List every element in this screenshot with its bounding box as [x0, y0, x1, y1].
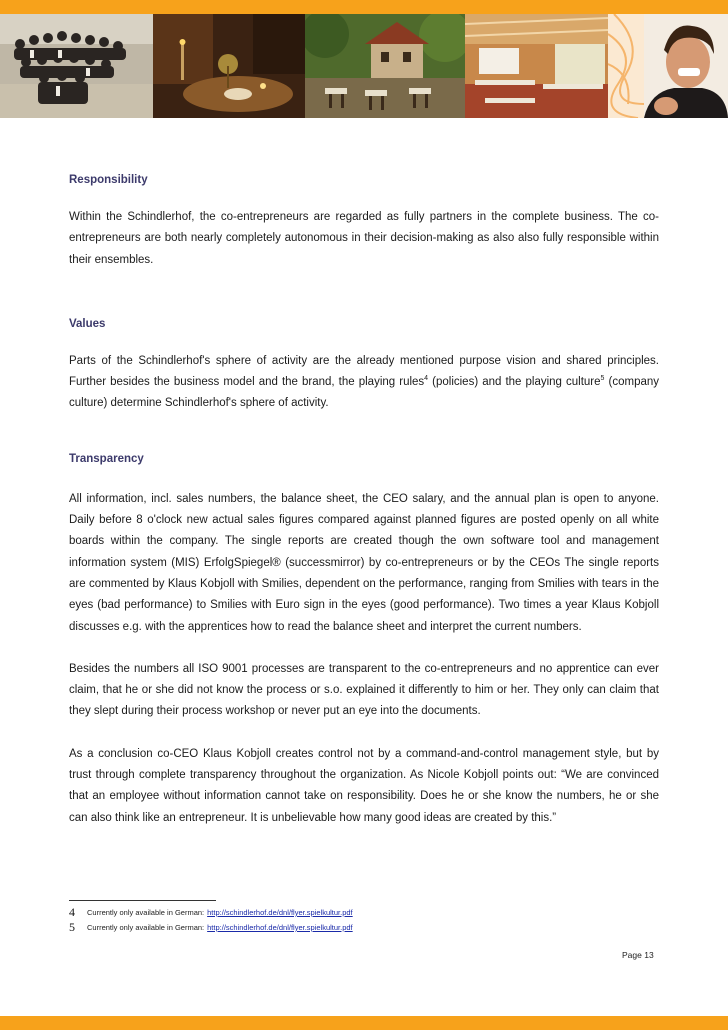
values-text-c: (company culture) determine Schindlerhof's sphere of activity. — [69, 376, 660, 410]
header-photo-strip — [0, 14, 728, 118]
footnote-link[interactable]: http://schindlerhof.de/dnl/flyer.spielkultur.pdf — [207, 923, 353, 932]
conference-hall-photo — [465, 14, 608, 118]
section-heading-values: Values — [69, 317, 106, 330]
footnote-item — [69, 905, 669, 920]
section-heading-responsibility: Responsibility — [69, 174, 148, 186]
transparency-paragraph-1: All information, incl. sales numbers, the balance sheet, the CEO salary, and the annual plan is open to anyone. Daily before 8 o'clock new actual sales figures compared against planned figures are posted openly on all white boards within the company. The single reports are created though the own software tool and management information system (MIS) ErfolgSpiegel® (successmirror) by co-entrepreneurs or by the CEOs The single reports are commented by Klaus Kobjoll with Smilies, dependent on the performance, ranging from Smilies with tears in the eyes (bad performance) to Smilies with Euro sign in the eyes (good performance). Two times a year Klaus Kobjoll discusses e.g. with the apprentices how to read the balance sheet and interpret the current numbers. — [69, 492, 659, 633]
main-content — [69, 168, 659, 829]
portrait-photo — [644, 14, 728, 118]
garden-photo — [305, 14, 465, 118]
transparency-paragraph-2: Besides the numbers all ISO 9001 processes are transparent to the co-entrepreneurs and no apprentice can ever claim, that he or she did not know the process or s.o. explained it differently to him or her. They only can claim that they slept during their process workshop or never put an eye into the documents. — [69, 662, 659, 718]
footnote-link[interactable]: http://schindlerhof.de/dnl/flyer.spielkultur.pdf — [207, 908, 353, 917]
values-text-b: (policies) and the playing culture — [428, 376, 601, 389]
footnote-ref-5[interactable]: 5 — [600, 375, 605, 383]
top-orange-bar — [0, 0, 728, 14]
footnote-text: Currently only available in German: — [87, 923, 205, 932]
section-heading-transparency: Transparency — [69, 452, 144, 465]
footnote-divider — [69, 900, 216, 901]
footnotes — [69, 905, 669, 935]
footnote-ref-4[interactable]: 4 — [424, 375, 429, 383]
values-paragraph — [69, 351, 659, 415]
responsibility-paragraph: Within the Schindlerhof, the co-entrepreneurs are regarded as fully partners in the complete business. The co-entrepreneurs are both nearly completely autonomous in their decision-making as also also fully responsible within their ensembles. — [69, 211, 659, 266]
transparency-paragraph-3: As a conclusion co-CEO Klaus Kobjoll creates control not by a command-and-control management style, but by trust through complete transparency throughout the organization. As Nicole Kobjoll points out: “We are convinced that an employee without information cannot take on responsibility. Does he or she know the numbers, he or she can also think like an entrepreneur. It is unbelievable how many good ideas are created by this.” — [69, 747, 659, 824]
footnote-text: Currently only available in German: — [87, 908, 205, 917]
footnote-number: 5 — [69, 920, 75, 934]
decorative-swirl — [608, 14, 644, 118]
bottom-orange-bar — [0, 1016, 728, 1030]
page-number: Page 13 — [622, 950, 654, 960]
team-photo — [0, 14, 153, 118]
dining-photo — [153, 14, 305, 118]
values-text-a: Parts of the Schindlerhof's sphere of activity are the already mentioned purpose vision and shared principles. Further besides the business model and the brand, the playing rules — [69, 354, 659, 389]
footnote-number: 4 — [69, 905, 75, 919]
footnote-item — [69, 920, 669, 935]
